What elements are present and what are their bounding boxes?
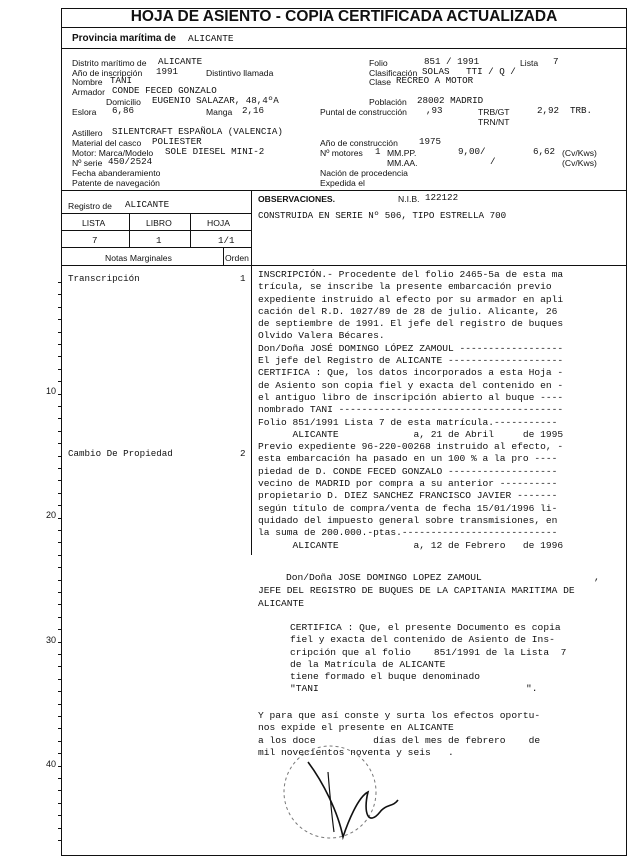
notas-marginales-header: Notas Marginales: [105, 253, 172, 263]
margin-tick: [58, 642, 61, 643]
margin-tick: [58, 679, 61, 680]
registro-head-divider: [61, 230, 251, 231]
margin-tick: [58, 567, 61, 568]
margin-tick: [58, 542, 61, 543]
material-label: Material del casco: [72, 138, 142, 148]
margin-tick: [58, 294, 61, 295]
margin-number-40: 40: [46, 759, 57, 769]
margin-tick: [58, 282, 61, 283]
trn-nt-label: TRN/NT: [478, 117, 510, 127]
poblacion-label: Población: [369, 97, 407, 107]
certifica-line-1: CERTIFICA : Que, el presente Documento es copia: [290, 622, 561, 633]
potencia-value: 6,62: [533, 146, 556, 157]
libro-value-cell: 1: [156, 235, 162, 246]
lista-header: LISTA: [82, 218, 106, 228]
mm-aa-label: MM.AA.: [387, 158, 418, 168]
text-line-14: ALICANTE a, 21 de Abril de 1995: [258, 428, 564, 440]
eslora-value: 6,86: [112, 105, 135, 116]
margin-number-10: 10: [46, 386, 57, 396]
abanderamiento-label: Fecha abanderamiento: [72, 168, 161, 178]
signature-stroke: [308, 762, 398, 837]
certifica-line-2: fiel y exacta del contenido de Asiento de Ins-: [290, 634, 555, 646]
trb-gt-label: TRB/GT: [478, 107, 510, 117]
margin-tick: [58, 406, 61, 407]
provincia-label: Provincia marítima de: [72, 33, 176, 44]
entry-orden-1: 1: [240, 273, 246, 284]
title-divider: [61, 27, 627, 28]
clasificacion-value: SOLAS TTI / Q /: [422, 66, 516, 77]
nib-label: N.I.B.: [398, 194, 420, 204]
folio-value: 851 / 1991: [424, 56, 480, 67]
puntal-value: ,93: [426, 105, 443, 116]
margin-number-20: 20: [46, 510, 57, 520]
observaciones-label: OBSERVACIONES.: [258, 194, 336, 204]
text-line-16: esta embarcación ha pasado en un 100 % a la pro ----: [258, 453, 558, 465]
hoja-value-cell: 1/1: [218, 235, 235, 246]
observaciones-value: CONSTRUIDA EN SERIE Nº 506, TIPO ESTRELLA 700: [258, 210, 507, 221]
margin-tick: [58, 766, 61, 767]
signature-stroke-2: [328, 772, 334, 832]
provincia-divider: [61, 48, 627, 49]
armador-label: Armador: [72, 87, 105, 97]
margin-tick: [58, 369, 61, 370]
margin-number-30: 30: [46, 635, 57, 645]
margin-tick: [58, 790, 61, 791]
signature-stamp: [268, 742, 428, 852]
cert-don-line: Don/Doña JOSE DOMINGO LOPEZ ZAMOUL: [286, 572, 482, 583]
poblacion-value: 28002 MADRID: [417, 95, 484, 106]
margin-tick: [58, 456, 61, 457]
nib-value: 122122: [425, 192, 459, 203]
margin-tick: [58, 381, 61, 382]
margin-tick: [58, 704, 61, 705]
text-line-3: expediente instruido al efecto por su armador en apli: [258, 293, 564, 305]
distrito-value: ALICANTE: [158, 56, 203, 67]
body-left-divider: [251, 265, 252, 555]
text-line-9: CERTIFICA : Que, los datos incorporados a esta Hoja -: [258, 367, 564, 379]
domicilio-value: EUGENIO SALAZAR, 48,4ºA: [152, 95, 279, 106]
margin-tick: [58, 443, 61, 444]
clase-value: RECREO A MOTOR: [396, 75, 474, 86]
closing-line-1: Y para que así conste y surta los efectos oportu-: [258, 710, 541, 721]
margin-tick: [58, 307, 61, 308]
registro-row-divider: [61, 213, 251, 214]
anio-construccion-value: 1975: [419, 136, 442, 147]
provincia-value: ALICANTE: [188, 33, 234, 44]
certifica-text: [290, 622, 566, 696]
distintivo-label: Distintivo llamada: [206, 68, 274, 78]
material-value: POLIESTER: [152, 136, 202, 147]
manga-label: Manga: [206, 107, 233, 117]
margin-tick: [58, 741, 61, 742]
margin-tick: [58, 555, 61, 556]
orden-header: Orden: [225, 253, 249, 263]
entry-nota-1: Transcripción: [68, 273, 140, 284]
mm-pp-value: 9,00/: [458, 146, 486, 157]
margin-tick: [58, 716, 61, 717]
manga-value: 2,16: [242, 105, 265, 116]
motor-label: Motor: Marca/Modelo: [72, 148, 154, 158]
anio-construccion-label: Año de construcción: [320, 138, 398, 148]
margin-tick: [58, 431, 61, 432]
num-motores-label: Nº motores: [320, 148, 363, 158]
certifica-line-3: cripción que al folio 851/1991 de la Lista 7: [290, 646, 567, 658]
text-line-18: vecino de MADRID por compra a su anterior ----------: [258, 478, 558, 490]
margin-tick: [58, 356, 61, 357]
cert-jefe-line-1: JEFE DEL REGISTRO DE BUQUES DE LA CAPITANIA MARITIMA DE: [258, 585, 575, 596]
trb-gt-value: 2,92: [537, 105, 560, 116]
folio-label: Folio: [369, 58, 388, 68]
entry-nota-2: Cambio De Propiedad: [68, 448, 173, 459]
column-header-divider: [61, 265, 627, 266]
registro-vertical-divider: [251, 190, 252, 265]
libro-header: LIBRO: [146, 218, 172, 228]
header-divider: [61, 190, 627, 191]
serie-label: Nº serie: [72, 158, 103, 168]
armador-value: CONDE FECED GONZALO: [112, 85, 217, 96]
trb-unit: TRB.: [570, 105, 593, 116]
text-line-15: Previo expediente 96-220-00268 instruido al efecto, -: [258, 441, 564, 453]
nombre-label: Nombre: [72, 77, 103, 87]
clasificacion-label: Clasificación: [369, 68, 418, 78]
document-title: HOJA DE ASIENTO - COPIA CERTIFICADA ACTUALIZADA: [130, 8, 558, 25]
text-line-8: El jefe del Registro de ALICANTE --------------------: [258, 355, 564, 367]
margin-tick: [58, 840, 61, 841]
margin-tick: [58, 803, 61, 804]
margin-tick: [58, 728, 61, 729]
certifica-line-4: de la Matrícula de ALICANTE: [290, 658, 446, 670]
margin-tick: [58, 505, 61, 506]
cert-jefe-line-2: ALICANTE: [258, 598, 305, 609]
margin-tick: [58, 778, 61, 779]
text-line-4: cación del R.D. 1027/89 de 28 de julio. Alicante, 26: [258, 305, 558, 317]
nombre-value: TANI: [110, 75, 133, 86]
closing-line-3: a los doce días del mes de febrero de: [258, 734, 541, 746]
margin-tick: [58, 617, 61, 618]
text-line-20: según título de compra/venta de fecha 15/01/1996 li-: [258, 502, 558, 514]
registro-label: Registro de: [68, 201, 112, 211]
num-motores-value: 1: [375, 146, 381, 157]
text-line-12: nombrado TANI ---------------------------------------: [258, 404, 564, 416]
margin-tick: [58, 604, 61, 605]
certifica-line-6: "TANI ".: [290, 683, 538, 695]
margin-tick: [58, 580, 61, 581]
cv-kws-label-2: (Cv/Kws): [562, 158, 597, 168]
patente-label: Patente de navegación: [72, 178, 160, 188]
text-line-13: Folio 851/1991 Lista 7 de esta matrícula.-----------: [258, 416, 558, 428]
domicilio-label: Domicilio: [106, 97, 141, 107]
distrito-label: Distrito marítimo de: [72, 58, 147, 68]
margin-tick: [58, 468, 61, 469]
lista-value-cell: 7: [92, 235, 98, 246]
cv-kws-label: (Cv/Kws): [562, 148, 597, 158]
margin-tick: [58, 654, 61, 655]
astillero-value: SILENTCRAFT ESPAÑOLA (VALENCIA): [112, 126, 283, 137]
margin-tick: [58, 530, 61, 531]
lista-label: Lista: [520, 58, 539, 68]
astillero-label: Astillero: [72, 128, 103, 138]
motor-value: SOLE DIESEL MINI-2: [165, 146, 265, 157]
margin-tick: [58, 418, 61, 419]
margin-tick: [58, 691, 61, 692]
mm-pp-label: MM.PP.: [387, 148, 417, 158]
entry-orden-2: 2: [240, 448, 246, 459]
certifica-line-5: tiene formado el buque denominado: [290, 671, 480, 683]
anio-inscripcion-label: Año de inscripción: [72, 68, 143, 78]
registro-value: ALICANTE: [125, 199, 170, 210]
margin-tick: [58, 592, 61, 593]
nacion-label: Nación de procedencia: [320, 168, 408, 178]
margin-tick: [58, 666, 61, 667]
text-line-10: de Asiento son copia fiel y exacta del contenido en -: [258, 379, 564, 391]
margin-tick: [58, 629, 61, 630]
margin-tick: [58, 480, 61, 481]
text-line-11: el antiguo libro de inscripción abierto al buque ----: [258, 391, 564, 403]
text-line-2: trícula, se inscribe la presente embarcación previo: [258, 281, 552, 293]
lista-value: 7: [553, 56, 559, 67]
margin-tick: [58, 815, 61, 816]
margin-tick: [58, 518, 61, 519]
text-line-17: piedad de D. CONDE FECED GONZALO -------------------: [258, 465, 558, 477]
inscription-text: [258, 269, 563, 552]
margin-tick: [58, 332, 61, 333]
margin-tick: [58, 753, 61, 754]
eslora-label: Eslora: [72, 107, 97, 117]
orden-header-divider: [223, 247, 224, 265]
mm-aa-value: /: [490, 156, 496, 167]
closing-line-2: nos expide el presente en ALICANTE: [258, 722, 454, 734]
text-line-23: ALICANTE a, 12 de Febrero de 1996: [258, 539, 564, 551]
hoja-header: HOJA: [207, 218, 230, 228]
puntal-label: Puntal de construcción: [320, 107, 407, 117]
text-line-6: Olvido Valera Bécares.: [258, 330, 385, 342]
margin-tick: [58, 319, 61, 320]
expedida-label: Expedida el: [320, 178, 365, 188]
text-line-7: Don/Doña JOSÉ DOMINGO LÓPEZ ZAMOUL ------------------: [258, 342, 564, 354]
text-line-21: quidado del impuesto general sobre transmisiones, en: [258, 514, 558, 526]
closing-line-4: mil novecientos noventa y seis .: [258, 746, 454, 758]
text-line-22: la suma de 200.000.-ptas.---------------------------: [258, 527, 558, 539]
margin-tick: [58, 394, 61, 395]
text-line-5: de septiembre de 1991. El jefe del registro de buques: [258, 318, 564, 330]
text-line-19: propietario D. DIEZ SANCHEZ FRANCISCO JAVIER -------: [258, 490, 558, 502]
margin-tick: [58, 493, 61, 494]
clase-label: Clase: [369, 77, 391, 87]
cert-don-comma: ,: [594, 572, 600, 583]
text-line-1: INSCRIPCIÓN.- Procedente del folio 2465-5a de esta ma: [258, 269, 564, 280]
anio-inscripcion-value: 1991: [156, 66, 179, 77]
margin-tick: [58, 828, 61, 829]
serie-value: 450/2524: [108, 156, 153, 167]
margin-tick: [58, 344, 61, 345]
